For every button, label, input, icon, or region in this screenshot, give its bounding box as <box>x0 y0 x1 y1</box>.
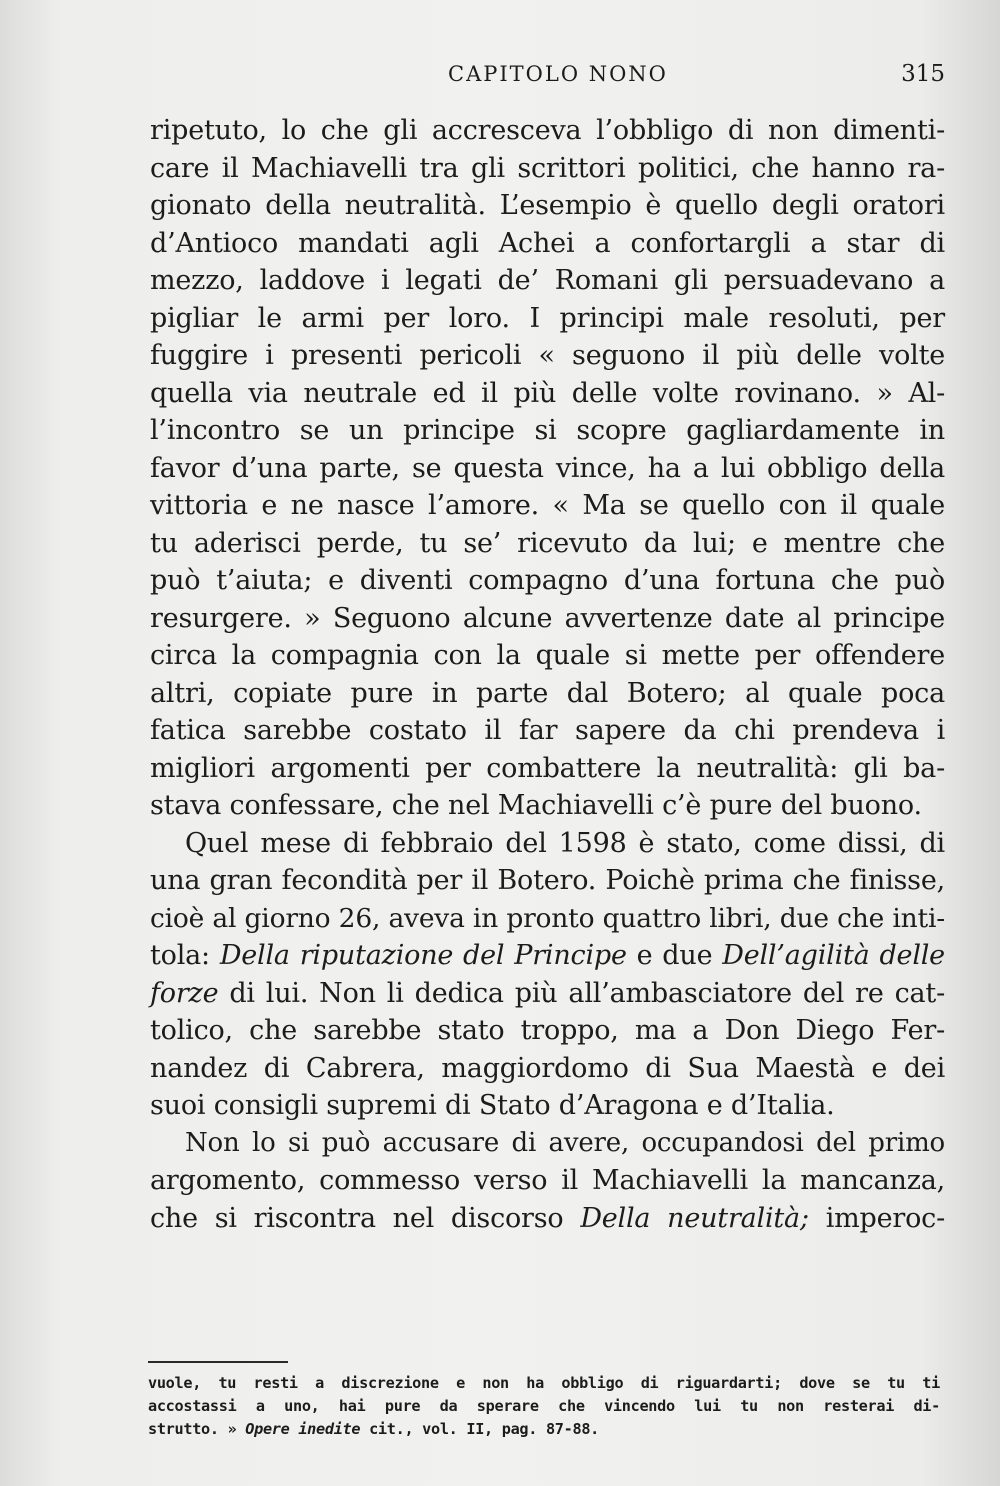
footnote-line-mixed <box>148 1418 940 1441</box>
text-line-mixed <box>150 975 945 1013</box>
text-fragment: che si riscontra nel discorso <box>150 1202 564 1234</box>
text-line: gionato della neutralità. L’esempio è quello degli oratori <box>150 190 945 221</box>
text-fragment: strutto. » <box>148 1420 237 1438</box>
text-line: Quel mese di febbraio del 1598 è stato, come dissi, di <box>185 827 945 859</box>
italic-title: Dell’agilità delle <box>722 940 945 971</box>
page-number: 315 <box>901 61 945 87</box>
main-text <box>150 112 945 1237</box>
text-line: altri, copiate pure in parte dal Botero; al quale poca <box>150 677 945 709</box>
page-header <box>150 62 945 98</box>
text-line: suoi consigli supremi di Stato d’Aragona e d’Italia. <box>150 1090 835 1121</box>
text-line: cioè al giorno 26, aveva in pronto quattro libri, due che inti- <box>150 902 945 934</box>
text-fragment: cit., vol. II, pag. 87-88. <box>369 1420 600 1438</box>
text-line: può t’aiuta; e diventi compagno d’una fortuna che può <box>150 565 945 596</box>
text-line: resurgere. » Seguono alcune avvertenze date al principe <box>150 602 945 634</box>
text-fragment: e due <box>636 940 713 971</box>
text-line: nandez di Cabrera, maggiordomo di Sua Maestà e dei <box>150 1052 945 1084</box>
text-line: ripetuto, lo che gli accresceva l’obbligo di non dimenti- <box>150 115 945 146</box>
text-fragment: imperoc- <box>825 1202 945 1234</box>
running-title: CAPITOLO NONO <box>448 62 668 86</box>
text-line: favor d’una parte, se questa vince, ha a lui obbligo della <box>150 452 945 484</box>
text-line: care il Machiavelli tra gli scrittori politici, che hanno ra- <box>150 152 945 184</box>
footnote-separator <box>148 1361 288 1363</box>
text-fragment: di lui. Non li dedica più all’ambasciatore del re cat- <box>229 977 945 1009</box>
text-line: una gran fecondità per il Botero. Poichè prima che finisse, <box>150 865 945 896</box>
italic-title: Opere inedite <box>245 1420 361 1438</box>
text-line-mixed <box>150 1200 945 1238</box>
text-line: l’incontro se un principe si scopre gagliardamente in <box>150 415 945 446</box>
text-line: mezzo, laddove i legati de’ Romani gli persuadevano a <box>150 265 945 296</box>
footnote-line: accostassi a uno, hai pure da sperare che vincendo lui tu non resterai di- <box>148 1397 940 1415</box>
italic-title: Della neutralità; <box>580 1202 809 1234</box>
text-line-mixed <box>150 937 945 975</box>
footnote <box>148 1372 940 1441</box>
text-line: d’Antioco mandati agli Achei a confortargli a star di <box>150 227 945 259</box>
text-line: fatica sarebbe costato il far sapere da chi prendeva i <box>150 715 945 746</box>
text-line: argomento, commesso verso il Machiavelli la mancanza, <box>150 1165 945 1196</box>
text-line: stava confessare, che nel Machiavelli c’è pure del buono. <box>150 790 922 821</box>
text-line: quella via neutrale ed il più delle volte rovinano. » Al- <box>150 377 945 409</box>
text-line: migliori argomenti per combattere la neutralità: gli ba- <box>150 752 945 784</box>
italic-title: Della riputazione del Principe <box>219 940 627 971</box>
text-line: tolico, che sarebbe stato troppo, ma a Don Diego Fer- <box>150 1015 945 1046</box>
text-line: pigliar le armi per loro. I principi male resoluti, per <box>150 302 945 334</box>
text-line: circa la compagnia con la quale si mette per offendere <box>150 640 945 671</box>
text-line: vittoria e ne nasce l’amore. « Ma se quello con il quale <box>150 490 945 521</box>
italic-title: forze <box>150 977 219 1009</box>
text-line: Non lo si può accusare di avere, occupandosi del primo <box>185 1127 945 1158</box>
text-line: tu aderisci perde, tu se’ ricevuto da lui; e mentre che <box>150 527 945 559</box>
text-fragment: tola: <box>150 940 210 971</box>
text-line: fuggire i presenti pericoli « seguono il più delle volte <box>150 340 945 371</box>
footnote-line: vuole, tu resti a discrezione e non ha obbligo di riguardarti; dove se tu ti <box>148 1374 940 1392</box>
